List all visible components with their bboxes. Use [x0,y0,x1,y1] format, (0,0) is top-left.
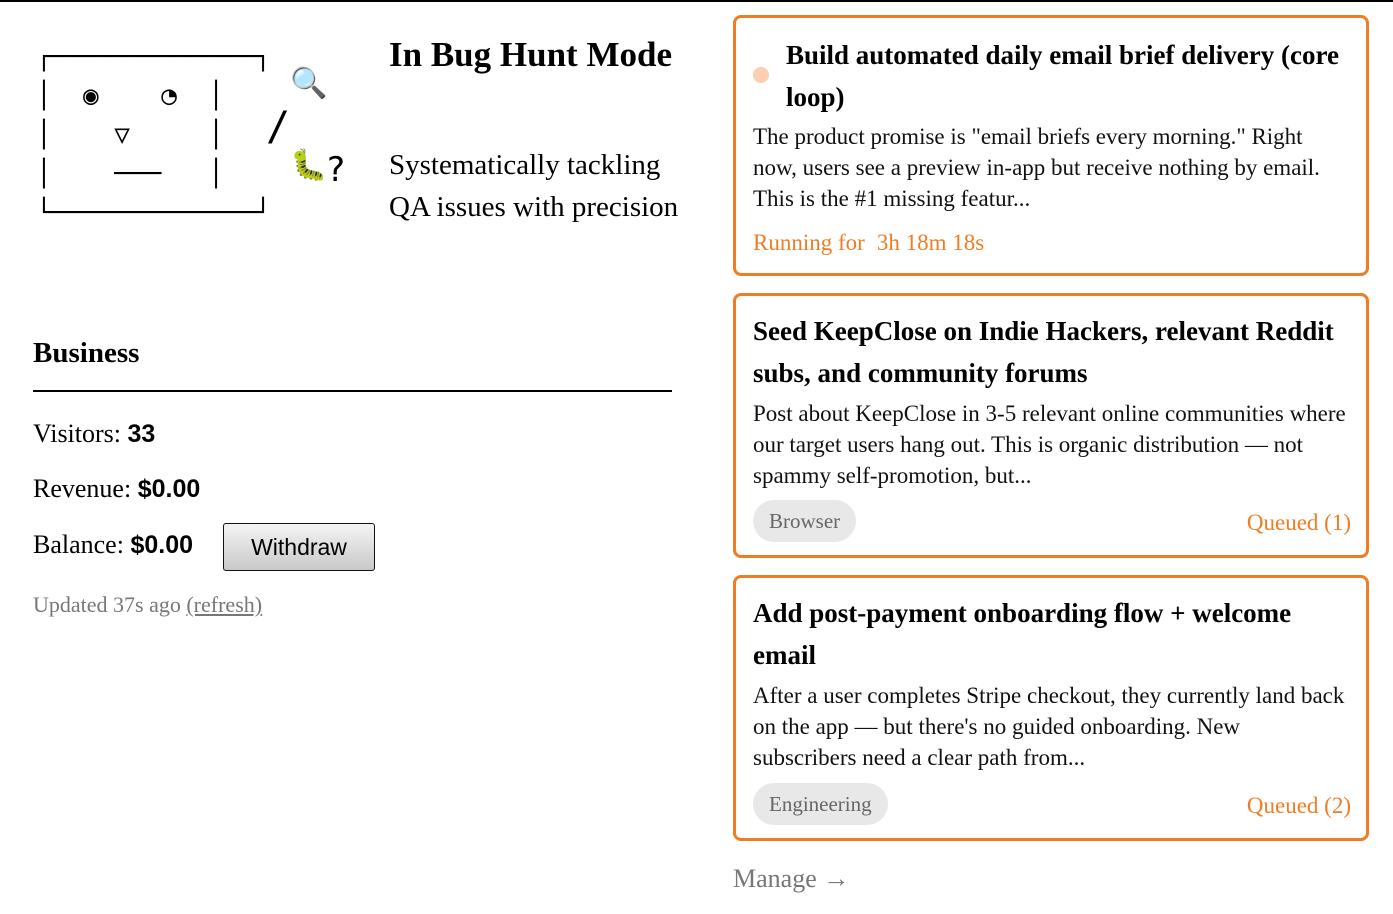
question-mark: ? [327,150,346,190]
running-label: Running for [753,230,865,255]
refresh-link[interactable]: (refresh) [186,592,263,617]
visitors-value: 33 [127,420,156,448]
updated-status [33,592,262,618]
ascii-face: ┌─────────────┐ │ ◉ ◔ │ │ ▽ │ │ ─── │ └─────────────┘ [36,42,271,228]
mascot-arm: / [266,104,291,150]
task-title: Seed KeepClose on Indie Hackers, relevant Reddit subs, and community forums [753,316,1334,388]
revenue-label: Revenue: [33,474,138,503]
task-title: Build automated daily email brief delivery (core loop) [786,40,1339,112]
running-indicator-dot [753,67,769,83]
manage-link[interactable]: Manage → [733,864,850,893]
task-title: Add post-payment onboarding flow + welcome email [753,598,1292,670]
business-divider [33,390,672,392]
running-time: 3h 18m 18s [876,230,985,255]
queue-status: Queued (1) [1246,510,1351,535]
balance-value: $0.00 [130,531,194,559]
queue-status: Queued (2) [1246,793,1351,818]
top-divider [0,0,1393,2]
task-card-queued-2[interactable] [733,575,1369,841]
task-tag: Engineering [753,783,888,825]
task-tag: Browser [753,500,856,542]
task-description: Post about KeepClose in 3-5 relevant online communities where our target users hang out. This is organic distribution — not spammy self-promotion, but... [753,401,1346,488]
mode-title: In Bug Hunt Mode [389,35,672,74]
revenue-value: $0.00 [137,475,201,503]
updated-text: Updated 37s ago [33,592,187,617]
business-heading: Business [33,337,140,369]
visitors-stat [33,419,155,449]
task-card-running[interactable] [733,15,1369,276]
mode-description: Systematically tackling QA issues with precision [389,149,679,223]
withdraw-button[interactable]: Withdraw [223,523,375,571]
task-card-queued-1[interactable] [733,293,1369,558]
task-description: After a user completes Stripe checkout, they currently land back on the app — but there's no guided onboarding. New subscribers need a clear path from... [753,683,1345,770]
visitors-label: Visitors: [33,419,128,448]
task-description: The product promise is "email briefs every morning." Right now, users see a preview in-app but receive nothing by email. This is the #1 missing featur... [753,124,1320,211]
running-timer [753,230,984,256]
balance-label: Balance: [33,530,131,559]
magnifier-icon: 🔍 [290,66,328,101]
revenue-stat [33,474,200,504]
balance-stat [33,530,193,560]
bug-icon: 🐛 [290,148,328,183]
